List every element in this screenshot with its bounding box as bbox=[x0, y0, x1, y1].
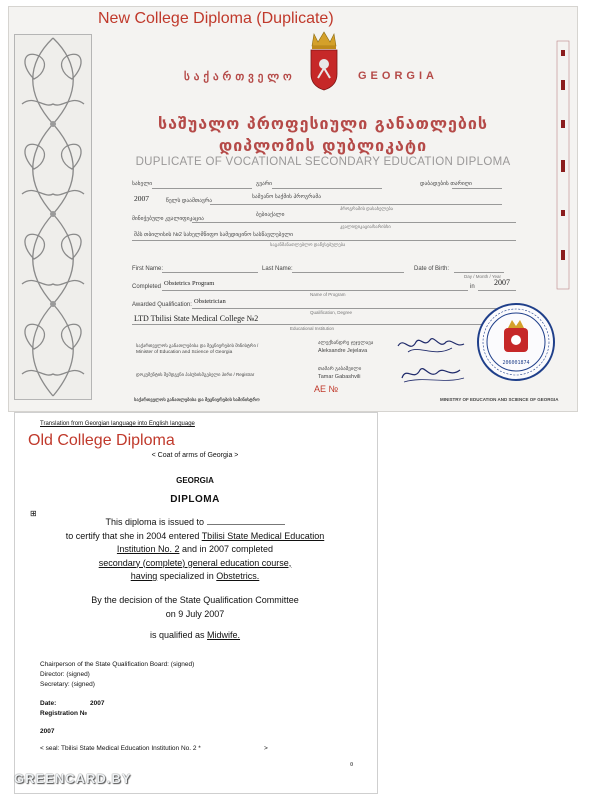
p2-date: on 9 July 2007 bbox=[165, 608, 225, 619]
program-value: Obstetrics Program bbox=[164, 280, 215, 287]
ka-program-value: სამეანო საქმის პროგრამა bbox=[252, 194, 321, 200]
p1-institution: Tbilisi State Medical Education bbox=[201, 530, 325, 541]
title-georgian-line1: საშუალო პროფესიული განათლების bbox=[157, 114, 489, 133]
seal-description: < seal: Tbilisi State Medical Education Institution No. 2 * bbox=[40, 745, 201, 752]
qualification-value: Obstetrician bbox=[194, 298, 226, 305]
p1-course: secondary (complete) general education course, bbox=[98, 557, 292, 568]
institution-value: LTD Tbilisi State Medical College №2 bbox=[134, 314, 259, 323]
title-georgian-line2: დიპლომის დუბლიკატი bbox=[218, 136, 428, 155]
p1-obstetrics: Obstetrics. bbox=[216, 571, 260, 581]
p2-qualified-as: is qualified as bbox=[149, 630, 205, 640]
ka-first-name-label: სახელი bbox=[132, 181, 153, 187]
qualification-caption: Qualification, Degree bbox=[310, 310, 353, 315]
ka-program-caption: პროგრამის დასახელება bbox=[340, 206, 394, 211]
coat-of-arms-note: < Coat of arms of Georgia > bbox=[151, 452, 239, 459]
watermark: GREENCARD.BY bbox=[14, 771, 132, 786]
secretary-line: Secretary: (signed) bbox=[40, 681, 95, 688]
footer-ministry-english: MINISTRY OF EDUCATION AND SCIENCE OF GEORGIA bbox=[440, 397, 559, 402]
georgia-coat-of-arms-icon bbox=[306, 30, 342, 92]
ka-dob-label: დაბადების თარიღი bbox=[420, 181, 472, 187]
registrar-name-english: Tamar Gabashvili bbox=[318, 374, 361, 380]
ornamental-border bbox=[14, 34, 92, 400]
handwritten-signatures bbox=[394, 330, 470, 388]
p1-specialized: specialized in bbox=[159, 571, 214, 581]
old-georgia: GEORGIA bbox=[176, 476, 214, 485]
institution-caption: Educational Institution bbox=[290, 326, 335, 331]
minister-name-english: Aleksandre Jejelava bbox=[318, 348, 368, 354]
old-year: 2007 bbox=[40, 728, 55, 735]
completed-label: Completed bbox=[132, 284, 162, 290]
registrar-name-georgian: თამარ გაბაშვილი bbox=[318, 366, 362, 372]
diploma-paragraph-2 bbox=[14, 594, 376, 643]
p1-completed: and in 2007 completed bbox=[181, 544, 274, 554]
country-name-georgian: საქართველო bbox=[184, 71, 296, 83]
ka-institution-value: შპს თბილისის №2 სახელმწიფო სამედიცინო სასწავლებელი bbox=[134, 232, 293, 238]
tiny-mark: ¤ bbox=[350, 762, 354, 768]
old-diploma-heading: Old College Diploma bbox=[28, 432, 175, 449]
first-name-label: First Name: bbox=[132, 266, 164, 272]
footer-ministry-georgian: საქართველოს განათლებისა და მეცნიერების სამინისტრო bbox=[134, 397, 260, 402]
director-line: Director: (signed) bbox=[40, 671, 90, 678]
minister-title-english: Minister of Education and Science of Georgia bbox=[136, 350, 233, 355]
new-diploma-heading: New College Diploma (Duplicate) bbox=[98, 10, 334, 27]
ministry-seal bbox=[476, 302, 556, 382]
margin-stamp bbox=[556, 40, 570, 290]
p2-midwife: Midwife. bbox=[207, 630, 241, 640]
p2-decision: By the decision of the State Qualification Committee bbox=[91, 595, 299, 605]
ka-qualification-caption: კვალიფიკაცია/ხარისხი bbox=[340, 224, 391, 229]
chairperson-line: Chairperson of the State Qualification Board: (signed) bbox=[40, 661, 195, 668]
translation-note: Translation from Georgian language into English language bbox=[40, 421, 195, 427]
registration-number: Registration № bbox=[40, 710, 87, 717]
title-english: DUPLICATE OF VOCATIONAL SECONDARY EDUCATION DIPLOMA bbox=[135, 156, 511, 168]
awarded-label: Awarded Qualification: bbox=[132, 302, 192, 308]
ka-completed-label: წელს დაამთავრა bbox=[166, 198, 213, 204]
redacted-name bbox=[207, 516, 285, 525]
diploma-paragraph-1 bbox=[14, 516, 376, 584]
last-name-label: Last Name: bbox=[262, 266, 293, 272]
signatories bbox=[40, 660, 194, 690]
completion-year: 2007 bbox=[494, 278, 510, 287]
date-label: Date: bbox=[40, 700, 57, 707]
seal-number: 206001874 bbox=[502, 360, 530, 366]
seal-description-end: > bbox=[264, 745, 268, 752]
serial-number: AE № bbox=[314, 384, 339, 394]
p1-issued-to: This diploma is issued to bbox=[105, 517, 205, 527]
minister-title-georgian: საქართველოს განათლებისა და მეცნიერების მინისტრი / bbox=[136, 343, 259, 348]
p1-having: having bbox=[130, 571, 158, 581]
dob-label: Date of Birth: bbox=[414, 266, 450, 272]
minister-name-georgian: ალექსანდრე ჯეჯელავა bbox=[318, 340, 374, 346]
ka-institution-caption: საგანმანათლებლო დაწესებულება bbox=[270, 242, 346, 247]
registrar-title: დოკუმენტის შემდგენი პასუხისმგებელი პირი / Registrar bbox=[136, 372, 255, 377]
country-name-english: GEORGIA bbox=[358, 70, 438, 82]
dob-format: Day / Month / Year bbox=[464, 274, 502, 279]
date-value: 2007 bbox=[90, 700, 105, 707]
p1-entered: to certify that she in 2004 entered bbox=[65, 530, 200, 541]
small-mark: ⊞ bbox=[30, 509, 37, 518]
old-diploma-word: DIPLOMA bbox=[170, 494, 220, 505]
ka-qualification-label: მინიჭებული კვალიფიკაცია bbox=[132, 216, 204, 222]
ka-year-value: 2007 bbox=[134, 194, 149, 203]
p1-institution-no: Institution No. 2 bbox=[116, 544, 180, 554]
in-label: in bbox=[470, 284, 475, 290]
ka-qualification-value: ბებიაქალი bbox=[256, 212, 285, 218]
ka-last-name-label: გვარი bbox=[256, 181, 273, 187]
program-caption: Name of Program bbox=[310, 292, 346, 297]
